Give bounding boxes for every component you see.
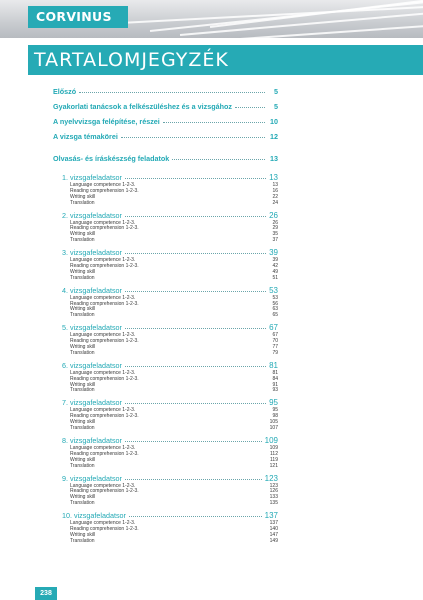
exam-set — [62, 511, 278, 545]
subentry-label: Reading comprehension 1-2-3. — [70, 488, 139, 495]
subentry-label: Reading comprehension 1-2-3. — [70, 225, 139, 232]
exam-subentry — [62, 238, 278, 244]
toc-entry-page: 10 — [270, 117, 278, 126]
exam-subentry — [62, 539, 278, 545]
exam-set-page: 81 — [269, 360, 278, 370]
dot-leader — [125, 291, 266, 292]
subentry-label: Translation — [70, 349, 95, 356]
subentry-label: Reading comprehension 1-2-3. — [70, 450, 139, 457]
dot-leader — [172, 159, 265, 160]
toc-entry-label: A vizsga témakörei — [53, 132, 118, 141]
subentry-page: 93 — [272, 387, 278, 394]
subentry-label: Language competence 1-2-3. — [70, 520, 136, 527]
exam-set-page: 123 — [264, 473, 278, 483]
toc-main-entry — [53, 154, 278, 169]
exam-set — [62, 436, 278, 470]
subentry-page: 135 — [269, 500, 278, 507]
subentry-label: Language competence 1-2-3. — [70, 294, 136, 301]
exam-set — [62, 361, 278, 395]
subentry-page: 49 — [272, 268, 278, 275]
exam-set-title: 8. vizsgafeladatsor — [62, 435, 122, 445]
toc-main-entry — [53, 87, 278, 102]
subentry-page: 65 — [272, 312, 278, 319]
subentry-label: Language competence 1-2-3. — [70, 369, 136, 376]
subentry-page: 13 — [272, 182, 278, 188]
exam-subentry — [62, 351, 278, 357]
toc-entry-page: 13 — [270, 154, 278, 163]
subentry-label: Reading comprehension 1-2-3. — [70, 263, 139, 270]
subentry-page: 126 — [269, 488, 278, 495]
subentry-page: 140 — [269, 525, 278, 532]
exam-set-title: 5. vizsgafeladatsor — [62, 323, 122, 333]
subentry-page: 70 — [272, 338, 278, 345]
exam-set — [62, 173, 278, 207]
dot-leader — [125, 253, 266, 254]
subentry-label: Writing skill — [70, 306, 96, 313]
page-title: TARTALOMJEGYZÉK — [28, 45, 423, 75]
decorative-stripe — [120, 5, 423, 23]
subentry-page: 137 — [269, 520, 278, 527]
subentry-label: Translation — [70, 537, 95, 544]
subentry-label: Language competence 1-2-3. — [70, 219, 136, 226]
brand-logo: CORVINUS — [28, 6, 128, 28]
exam-set-page: 53 — [269, 285, 278, 295]
subentry-label: Writing skill — [70, 231, 96, 238]
exam-subentry — [62, 464, 278, 470]
subentry-label: Writing skill — [70, 344, 96, 351]
exam-subentry — [62, 388, 278, 394]
exam-subentry — [62, 313, 278, 319]
exam-set-title: 4. vizsgafeladatsor — [62, 285, 122, 295]
toc-entry-page: 12 — [270, 132, 278, 141]
exam-sets — [53, 173, 278, 545]
subentry-page: 37 — [272, 237, 278, 244]
subentry-page: 26 — [272, 219, 278, 226]
exam-set-page: 137 — [264, 511, 278, 521]
subentry-label: Writing skill — [70, 494, 96, 501]
exam-set — [62, 323, 278, 357]
subentry-page: 16 — [272, 187, 278, 194]
exam-set-title: 3. vizsgafeladatsor — [62, 248, 122, 258]
subentry-page: 133 — [269, 494, 278, 501]
subentry-label: Language competence 1-2-3. — [70, 444, 136, 451]
subentry-label: Language competence 1-2-3. — [70, 482, 136, 489]
subentry-page: 24 — [272, 199, 278, 206]
subentry-page: 84 — [272, 375, 278, 382]
subentry-label: Translation — [70, 387, 95, 394]
subentry-label: Language competence 1-2-3. — [70, 182, 136, 188]
exam-set-title: 6. vizsgafeladatsor — [62, 360, 122, 370]
subentry-page: 63 — [272, 306, 278, 313]
exam-set-page: 109 — [264, 435, 278, 445]
subentry-label: Translation — [70, 500, 95, 507]
dot-leader — [125, 479, 262, 480]
subentry-label: Translation — [70, 237, 95, 244]
toc-entry-label: Gyakorlati tanácsok a felkészüléshez és a vizsgához — [53, 102, 232, 111]
decorative-stripe — [240, 21, 423, 38]
subentry-label: Writing skill — [70, 381, 96, 388]
subentry-label: Reading comprehension 1-2-3. — [70, 338, 139, 345]
dot-leader — [125, 366, 266, 367]
subentry-label: Translation — [70, 425, 95, 432]
subentry-page: 81 — [272, 369, 278, 376]
subentry-label: Reading comprehension 1-2-3. — [70, 187, 139, 194]
subentry-page: 39 — [272, 257, 278, 264]
dot-leader — [125, 328, 266, 329]
subentry-label: Translation — [70, 274, 95, 281]
subentry-page: 147 — [269, 531, 278, 538]
subentry-page: 67 — [272, 332, 278, 339]
exam-set-title: 7. vizsgafeladatsor — [62, 398, 122, 408]
dot-leader — [79, 92, 265, 93]
subentry-page: 107 — [269, 425, 278, 432]
main-entries — [53, 87, 278, 169]
exam-set-heading — [62, 474, 278, 484]
exam-set — [62, 474, 278, 508]
subentry-label: Writing skill — [70, 268, 96, 275]
toc-main-entry — [53, 132, 278, 147]
subentry-page: 77 — [272, 344, 278, 351]
subentry-label: Writing skill — [70, 456, 96, 463]
subentry-label: Reading comprehension 1-2-3. — [70, 375, 139, 382]
subentry-label: Reading comprehension 1-2-3. — [70, 413, 139, 420]
subentry-label: Writing skill — [70, 531, 96, 538]
subentry-page: 98 — [272, 413, 278, 420]
subentry-label: Translation — [70, 462, 95, 469]
dot-leader — [125, 441, 262, 442]
toc-main-entry — [53, 117, 278, 132]
subentry-page: 123 — [269, 482, 278, 489]
subentry-label: Translation — [70, 312, 95, 319]
exam-subentry — [62, 201, 278, 207]
exam-set-page: 67 — [269, 323, 278, 333]
subentry-label: Writing skill — [70, 193, 96, 200]
subentry-page: 119 — [270, 456, 278, 463]
subentry-page: 79 — [272, 349, 278, 356]
exam-set — [62, 398, 278, 432]
subentry-label: Translation — [70, 199, 95, 206]
dot-leader — [125, 216, 266, 217]
subentry-page: 53 — [272, 294, 278, 301]
subentry-page: 95 — [272, 407, 278, 414]
dot-leader — [125, 178, 266, 179]
dot-leader — [163, 122, 265, 123]
dot-leader — [129, 516, 262, 517]
subentry-page: 51 — [272, 274, 278, 281]
dot-leader — [125, 403, 266, 404]
subentry-page: 22 — [272, 193, 278, 200]
subentry-label: Language competence 1-2-3. — [70, 332, 136, 339]
subentry-label: Language competence 1-2-3. — [70, 407, 136, 414]
subentry-page: 112 — [270, 450, 278, 457]
toc-entry-label: Előszó — [53, 87, 77, 96]
exam-set-title: 10. vizsgafeladatsor — [62, 511, 126, 521]
subentry-label: Reading comprehension 1-2-3. — [70, 525, 139, 532]
page-number: 238 — [35, 587, 57, 600]
toc-entry-page: 5 — [274, 87, 278, 96]
subentry-page: 121 — [269, 462, 278, 469]
exam-set-page: 13 — [269, 173, 278, 182]
exam-set-title: 2. vizsgafeladatsor — [62, 210, 122, 220]
toc-entry-page: 5 — [274, 102, 278, 111]
exam-subentry — [62, 501, 278, 507]
exam-set — [62, 286, 278, 320]
subentry-label: Language competence 1-2-3. — [70, 257, 136, 264]
toc-entry-label: Olvasás- és íráskészség feladatok — [53, 154, 170, 163]
subentry-page: 109 — [269, 444, 278, 451]
exam-set-page: 26 — [269, 210, 278, 220]
subentry-page: 42 — [272, 263, 278, 270]
exam-set — [62, 211, 278, 245]
subentry-page: 35 — [272, 231, 278, 238]
exam-set-title: 1. vizsgafeladatsor — [62, 173, 122, 182]
subentry-page: 29 — [272, 225, 278, 232]
exam-set — [62, 248, 278, 282]
exam-set-page: 95 — [269, 398, 278, 408]
subentry-page: 105 — [269, 419, 278, 426]
subentry-page: 91 — [272, 381, 278, 388]
subentry-label: Reading comprehension 1-2-3. — [70, 300, 139, 307]
table-of-contents — [53, 87, 278, 545]
dot-leader — [121, 137, 265, 138]
toc-main-entry — [53, 102, 278, 117]
exam-set-title: 9. vizsgafeladatsor — [62, 473, 122, 483]
exam-subentry — [62, 426, 278, 432]
toc-entry-label: A nyelvvizsga felépítése, részei — [53, 117, 160, 126]
subentry-label: Writing skill — [70, 419, 96, 426]
subentry-page: 149 — [269, 537, 278, 544]
dot-leader — [235, 107, 265, 108]
exam-subentry — [62, 276, 278, 282]
exam-set-page: 39 — [269, 248, 278, 258]
subentry-page: 56 — [272, 300, 278, 307]
